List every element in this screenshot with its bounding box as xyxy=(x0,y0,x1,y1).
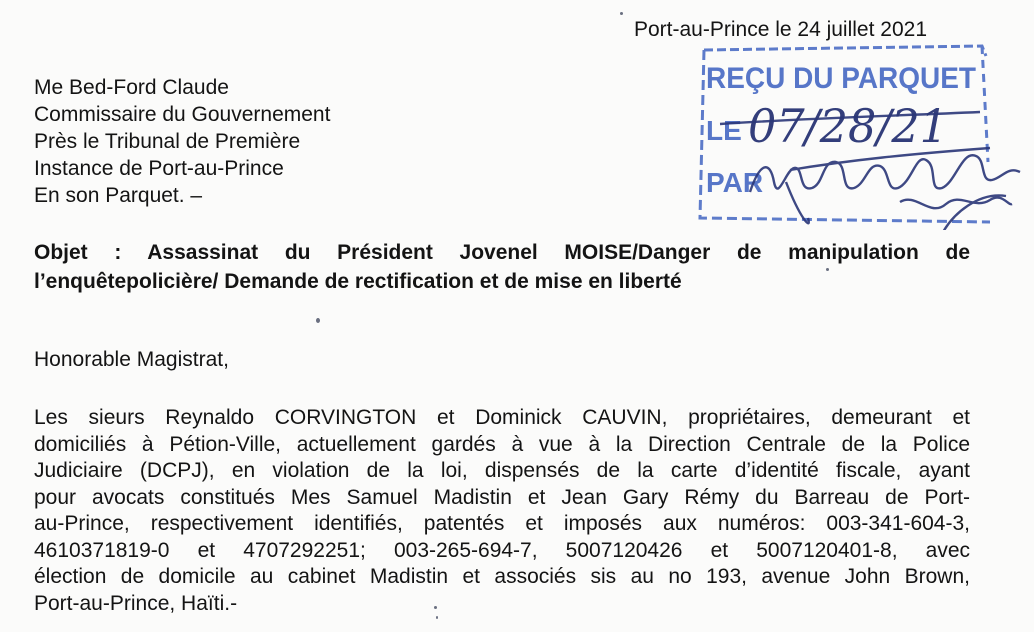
subject-line: l’enquêtepolicière/ Demande de rectification et de mise en liberté xyxy=(34,270,682,293)
subject-label: Objet : xyxy=(34,241,122,264)
subject-line xyxy=(34,238,970,267)
recipient-line: Commissaire du Gouvernement xyxy=(34,103,331,126)
stamp-handwritten-date: 07/28/21 xyxy=(748,99,948,153)
recipient-address-block xyxy=(34,74,330,209)
body-line: Judiciaire (DCPJ), en violation de la loi, dispensés de la carte d’identité fiscale, ayant xyxy=(34,459,970,482)
scan-speck xyxy=(316,318,320,323)
body-line: pour avocats constitués Mes Samuel Madistin et Jean Gary Rémy du Barreau de Port- xyxy=(34,485,970,509)
body-line: 4610371819-0 et 4707292251; 003-265-694-7, 5007120426 et 5007120401-8, avec xyxy=(34,538,970,562)
salutation: Honorable Magistrat, xyxy=(34,348,229,371)
place-date: Port-au-Prince le 24 juillet 2021 xyxy=(634,18,927,41)
body-line: au-Prince, respectivement identifiés, patentés et imposés aux numéros: 003-341-604-3, xyxy=(34,512,970,535)
body-line: Les sieurs Reynaldo CORVINGTON et Dominick CAUVIN, propriétaires, demeurant et xyxy=(34,406,970,429)
subject-block xyxy=(34,238,970,296)
body-line: Port-au-Prince, Haïti.- xyxy=(34,591,238,615)
body-line: élection de domicile au cabinet Madistin et associés sis au no 193, avenue John Brown, xyxy=(34,565,970,588)
recipient-line: Me Bed-Ford Claude xyxy=(34,76,229,99)
recipient-line: Instance de Port-au-Prince xyxy=(34,157,284,180)
scan-speck xyxy=(434,606,437,609)
scan-speck xyxy=(620,12,623,15)
scan-speck xyxy=(436,616,438,619)
body-paragraph xyxy=(34,405,970,617)
body-line: domiciliés à Pétion-Ville, actuellement gardés à vue à la Direction Centrale de la Police xyxy=(34,432,970,456)
stamp-line-le: LE xyxy=(706,115,742,146)
received-stamp xyxy=(690,42,1034,230)
stamp-line-received: REÇU DU PARQUET xyxy=(706,62,976,95)
scan-speck xyxy=(826,268,829,271)
recipient-line: En son Parquet. – xyxy=(34,184,203,207)
recipient-line: Près le Tribunal de Première xyxy=(34,130,301,153)
stamp-line-par: PAR xyxy=(706,167,764,198)
subject-text: Assassinat du Président Jovenel MOISE/Danger de manipulation de xyxy=(147,241,970,264)
